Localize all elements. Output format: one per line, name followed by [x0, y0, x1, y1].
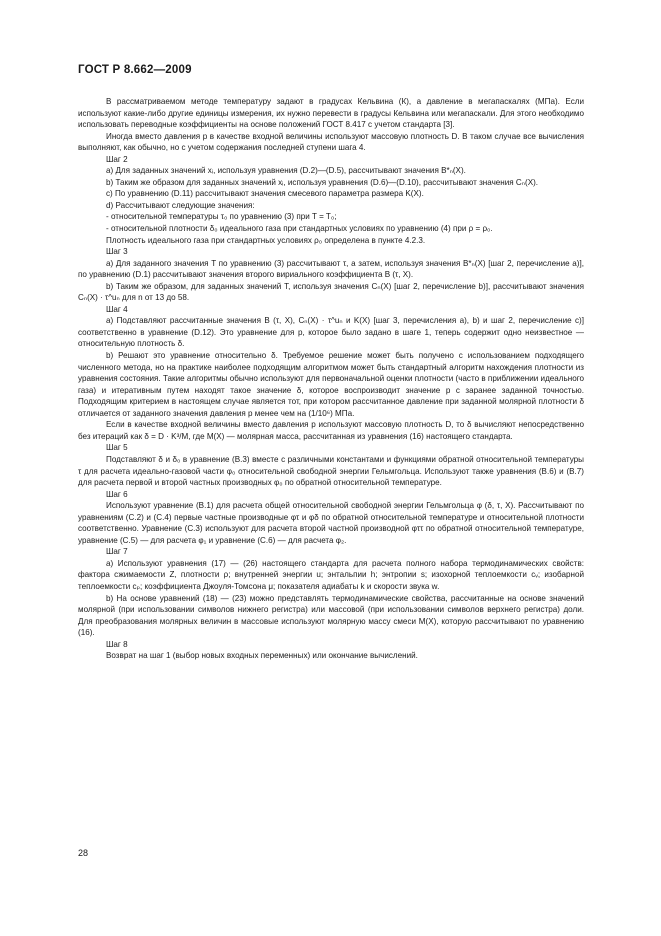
list-item: а) Для заданного значения T по уравнению (3) рассчитывают τ, а затем, используя значения B*ₙ(X) [шаг 2, перечисление а)], по уравнению (D.1) рассчитывают значения второго вириального коэффициента B (τ, X). — [78, 258, 584, 280]
paragraph: Подставляют δ и δ₀ в уравнение (В.3) вместе с различными константами и функциями обратной относительной температуры τ для расчета идеально-газовой части φ₀ относительной свободной энергии Гельмгольца. Используют также уравнения (В.6) и (В.7) для расчета первой и второй частных производных φ₀ по обратной относительной температуре. — [78, 454, 584, 488]
list-item: d) Рассчитывают следующие значения: — [106, 200, 255, 210]
list-item: b) Таким же образом для заданных значений xᵢ, используя уравнения (D.6)—(D.10), рассчитывают значения Cₙ(X). — [106, 177, 539, 187]
paragraph: Плотность идеального газа при стандартных условиях ρ₀ определена в пункте 4.2.3. — [106, 235, 426, 245]
step-heading: Шаг 7 — [106, 547, 128, 557]
document-body — [78, 96, 584, 662]
list-item: а) Для заданных значений xᵢ, используя уравнения (D.2)—(D.5), рассчитывают значения B*ₙ(X). — [106, 166, 466, 176]
step-heading: Шаг 4 — [106, 304, 128, 314]
list-item: b) На основе уравнений (18) — (23) можно представлять термодинамические свойства, рассчитанные на основе значений молярной (при использовании символов нижнего регистра) или массовой (при использовании символов верхнего регистра) доли. Для преобразования молярных величин в массовые используют молярную массу смеси M(X), которую рассчитывают по уравнению (16). — [78, 593, 584, 638]
step-heading: Шаг 2 — [106, 154, 128, 164]
list-item: c) По уравнению (D.11) рассчитывают значения смесевого параметра размера K(X). — [106, 189, 424, 199]
paragraph: Иногда вместо давления p в качестве входной величины используют массовую плотность D. В таком случае все вычисления выполняют, как обычно, но с учетом содержания последней ступени шага 4. — [78, 131, 584, 153]
list-item: b) Решают это уравнение относительно δ. Требуемое решение может быть получено с использованием подходящего численного метода, но на практике наиболее подходящим алгоритмом может быть стандартный алгоритм нахождения плотности из уравнения состояния. Такие алгоритмы обычно используют для первоначальной оценки плотности (часто в приближении идеального газа) и итеративным путем находят такое значение δ, которое воспроизводит значение p с заранее заданной точностью. Подходящим критерием в настоящем случае является тот, при котором рассчитанное давление при заданной молярной плотности δ отличается от заданного значения давления p менее чем на (1/10⁶) МПа. — [78, 351, 584, 418]
page-number: 28 — [78, 848, 89, 858]
paragraph: Используют уравнение (В.1) для расчета общей относительной свободной энергии Гельмгольца φ (δ, τ, X). Рассчитывают по уравнениям (С.2) и (С.4) первые частные производные φτ и φδ по обратной относительной температуре и относительной плотности соответственно. Уравнение (С.3) используют для расчета второй частной производной φττ по обратной относительной температуре, уравнение (С.5) — для расчета φ₁ и уравнение (С.6) — для расчета φ₂. — [78, 501, 584, 545]
list-item: - относительной температуры τ₀ по уравнению (3) при T = T₀; — [106, 212, 337, 222]
step-heading: Шаг 3 — [106, 247, 128, 257]
paragraph: Возврат на шаг 1 (выбор новых входных переменных) или окончание вычислений. — [106, 651, 418, 661]
list-item: - относительной плотности δ₀ идеального газа при стандартных условиях по уравнению (4) при ρ = ρ₀. — [106, 224, 493, 234]
list-item: а) Используют уравнения (17) — (26) настоящего стандарта для расчета полного набора термодинамических свойств: фактора сжимаемости Z, плотности ρ; внутренней энергии u; энтальпии h; энтропии s; изохорной теплоемкости cᵥ; изобарной теплоемкости cₚ; коэффициента Джоуля-Томсона μ; показателя адиабаты k и скорости звука w. — [78, 558, 584, 591]
list-item: b) Таким же образом, для заданных значений T, используя значения Cₙ(X) [шаг 2, перечисление b)], рассчитывают значения Cₙ(X) · τ^uₙ для n от 13 до 58. — [78, 281, 584, 303]
paragraph: В рассматриваемом методе температуру задают в градусах Кельвина (К), а давление в мегапаскалях (МПа). Если используют какие-либо другие единицы измерения, их нужно перевести в градусы Кельвина или мегапаскали. Для этого необходимо использовать переводные коэффициенты на основе положений ГОСТ 8.417 с учетом стандарта [3]. — [78, 97, 584, 130]
step-heading: Шаг 5 — [106, 443, 128, 453]
paragraph: Если в качестве входной величины вместо давления p используют массовую плотность D, то δ вычисляют непосредственно без итераций как δ = D · K³/M, где M(X) — молярная масса, рассчитанная из уравнения (16) настоящего стандарта. — [78, 420, 584, 441]
step-heading: Шаг 8 — [106, 639, 128, 649]
document-header: ГОСТ Р 8.662—2009 — [78, 64, 192, 76]
step-heading: Шаг 6 — [106, 489, 128, 499]
list-item: а) Подставляют рассчитанные значения B (τ, X), Cₙ(X) · τ^uₙ и K(X) [шаг 3, перечисления а), b) и шаг 2, перечисление с)] соответственно в уравнение (D.12). Это уравнение для p, которое было задано в шаге 1, теперь содержит одно неизвестное — относительную плотность δ. — [78, 316, 584, 349]
